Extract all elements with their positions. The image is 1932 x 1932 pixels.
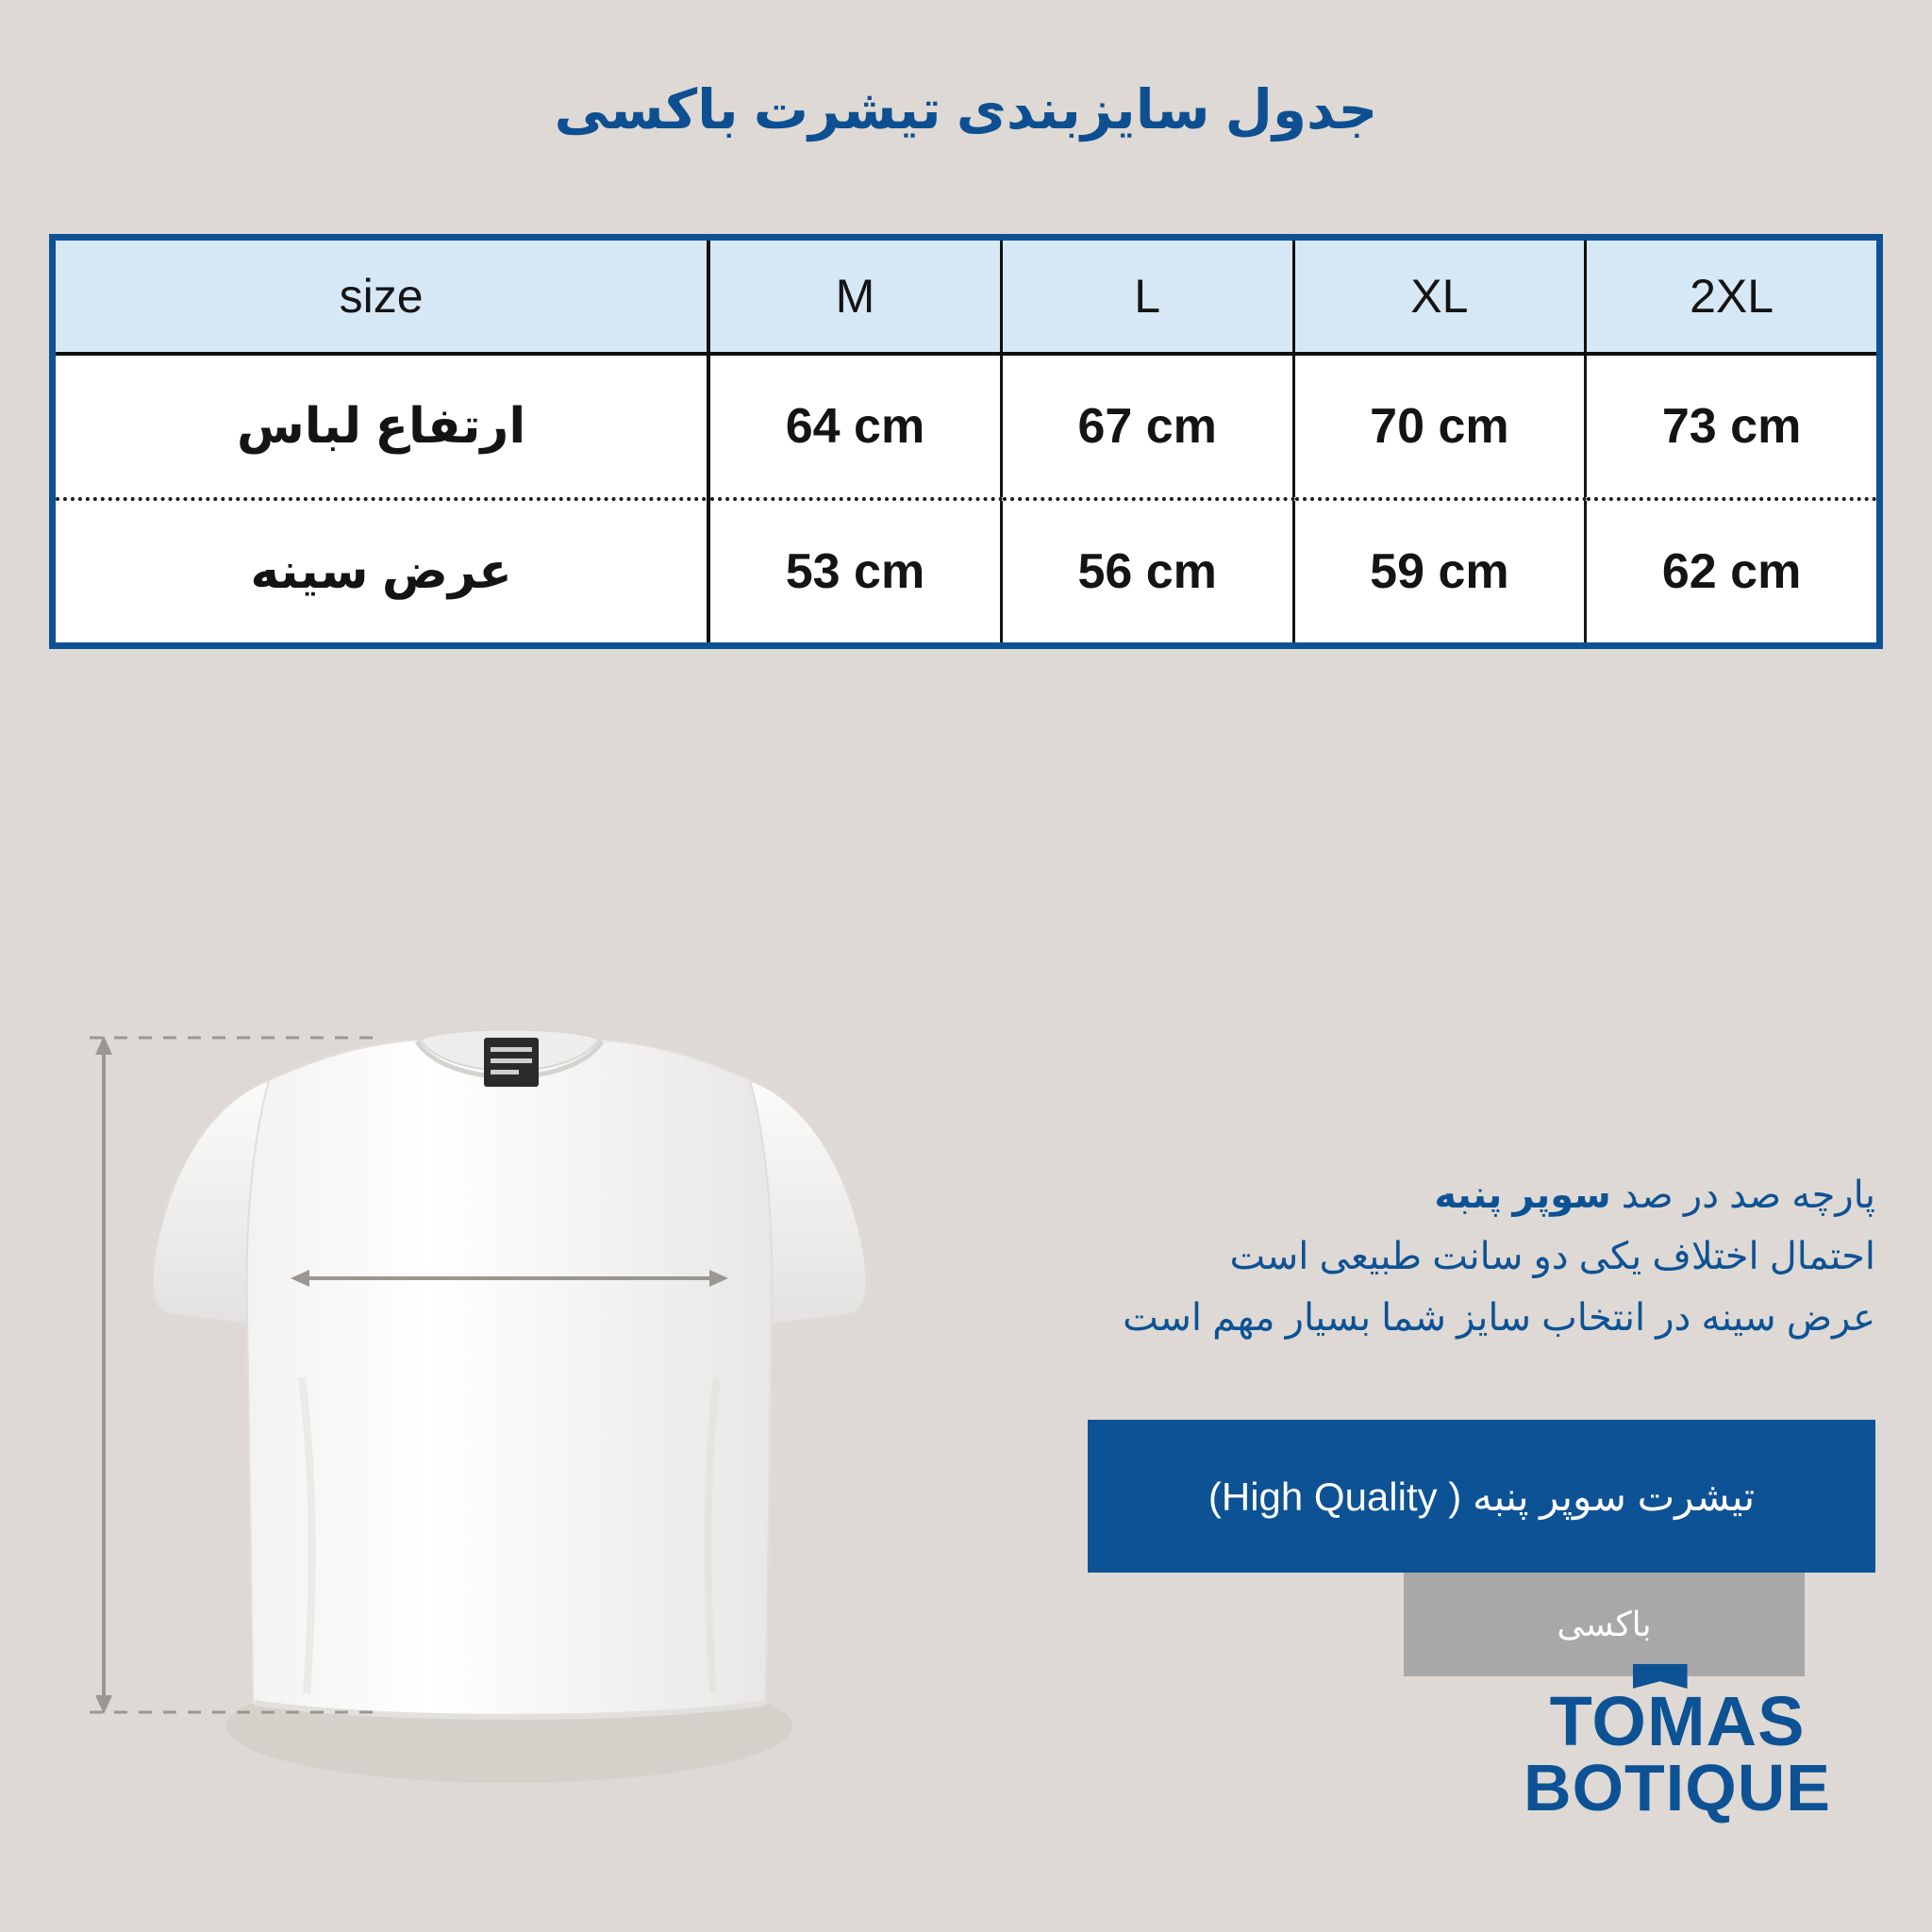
column-header-l: L bbox=[1001, 241, 1293, 354]
description-line-3: عرض سینه در انتخاب سایز شما بسیار مهم است bbox=[1123, 1296, 1875, 1339]
fit-badge: باکسی bbox=[1404, 1573, 1805, 1676]
table-row bbox=[56, 354, 1876, 499]
column-header-2xl: 2XL bbox=[1586, 241, 1876, 354]
description-line-2: احتمال اختلاف یکی دو سانت طبیعی است bbox=[1229, 1235, 1875, 1277]
cell-height-m: 64 cm bbox=[708, 354, 1001, 499]
table-header-row bbox=[56, 241, 1876, 354]
cell-chest-l: 56 cm bbox=[1001, 499, 1293, 642]
cell-chest-m: 53 cm bbox=[708, 499, 1001, 642]
description-line-1 bbox=[932, 1165, 1875, 1226]
cell-chest-2xl: 62 cm bbox=[1586, 499, 1876, 642]
column-header-xl: XL bbox=[1293, 241, 1586, 354]
logo-word-botique: BOTIQUE bbox=[1524, 1751, 1831, 1825]
size-chart-table bbox=[49, 234, 1883, 649]
label-line-3 bbox=[491, 1070, 519, 1074]
column-header-size: size bbox=[56, 241, 708, 354]
page-title: جدول سایزبندی تیشرت باکسی bbox=[554, 79, 1378, 141]
cell-height-2xl: 73 cm bbox=[1586, 354, 1876, 499]
quality-badge: تیشرت سوپر پنبه ( High Quality) bbox=[1088, 1420, 1875, 1573]
cell-height-l: 67 cm bbox=[1001, 354, 1293, 499]
description-block bbox=[932, 1165, 1875, 1348]
row-label-chest-width: عرض سینه bbox=[56, 499, 708, 642]
description-line-1-bold: سوپر پنبه bbox=[1434, 1174, 1611, 1216]
table-row bbox=[56, 499, 1876, 642]
label-line-2 bbox=[491, 1058, 532, 1063]
logo-top-text bbox=[1549, 1682, 1806, 1760]
cell-height-xl: 70 cm bbox=[1293, 354, 1586, 499]
tshirt-body bbox=[247, 1040, 773, 1715]
tshirt-diagram bbox=[66, 1000, 953, 1821]
column-header-m: M bbox=[708, 241, 1001, 354]
logo-word-tomas: TOMAS bbox=[1549, 1682, 1806, 1760]
label-line-1 bbox=[491, 1047, 532, 1052]
brand-logo bbox=[1479, 1682, 1875, 1825]
cell-chest-xl: 59 cm bbox=[1293, 499, 1586, 642]
description-line-1-prefix: پارچه صد در صد bbox=[1610, 1174, 1875, 1216]
row-label-garment-height: ارتفاع لباس bbox=[236, 399, 526, 454]
